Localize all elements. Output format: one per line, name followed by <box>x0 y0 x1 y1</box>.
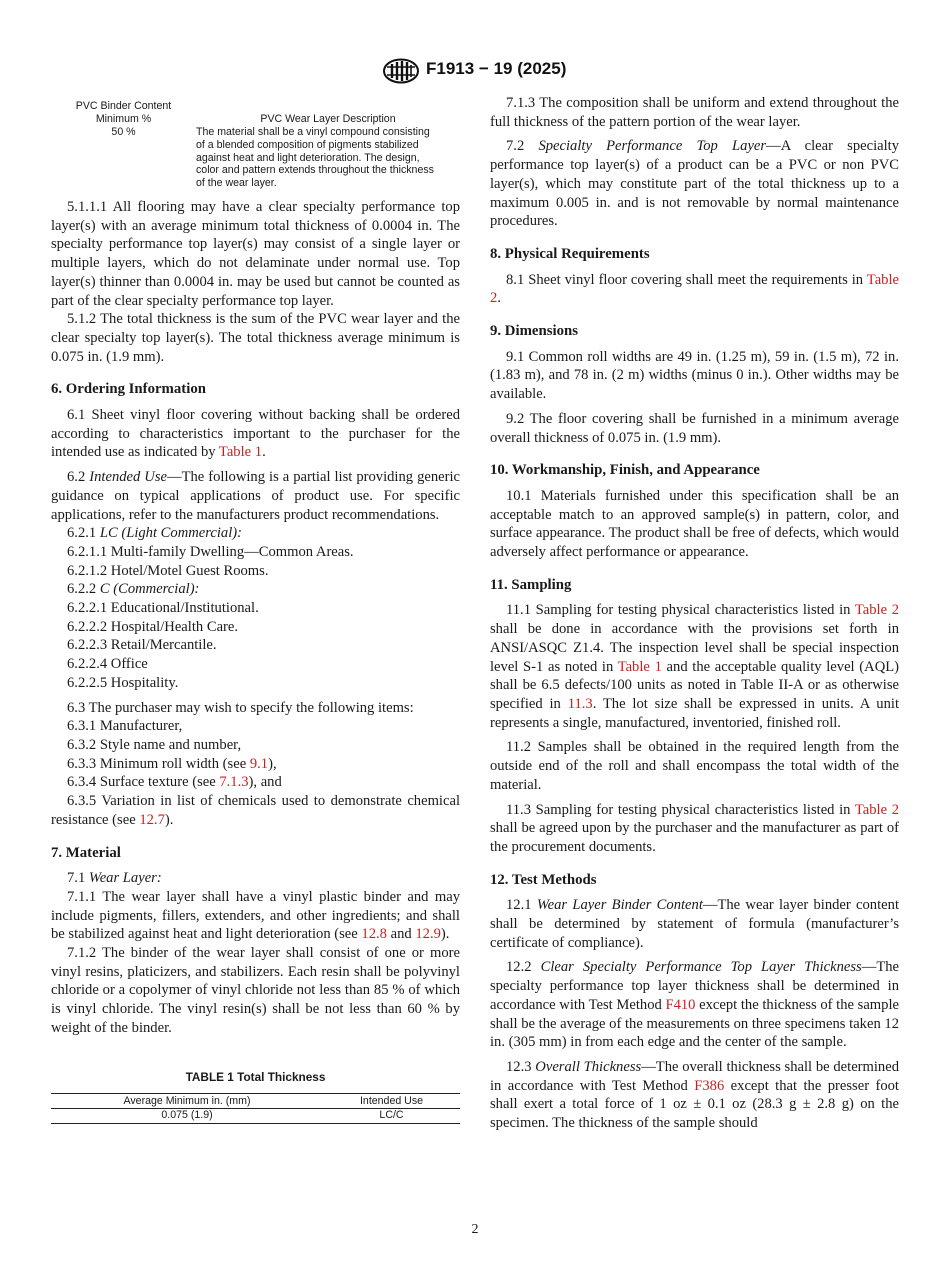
para-6-2-2-4: 6.2.2.4 Office <box>67 656 148 673</box>
table-1-header-cell: Average Minimum in. (mm) <box>123 1095 251 1108</box>
description-line: The material shall be a vinyl compound consisting <box>196 126 430 138</box>
para-7-1-1: 7.1.1 The wear layer shall have a vinyl plastic binder and may include pigments, fillers, extenders, and other ingredients; and shall be stabilized against heat and light deterioration (see 12.8 and 12.9). <box>51 888 460 943</box>
para-6-3-1: 6.3.1 Manufacturer, <box>67 718 183 735</box>
binder-content-column <box>51 100 196 138</box>
para-11-2: 11.2 Samples shall be obtained in the required length from the outside end of the roll and shall encompass the total width of the material. <box>490 739 899 793</box>
description-header: PVC Wear Layer Description <box>260 113 396 125</box>
para-6-3-2: 6.3.2 Style name and number, <box>67 736 242 753</box>
para-12-1: 12.1 Wear Layer Binder Content—The wear layer binder content shall be determined by statement of formula (manufacturer’s certificate of compliance). <box>490 897 899 951</box>
section-12-7-link[interactable]: 12.7 <box>139 811 165 828</box>
description-line: of a blended composition of pigments stabilized <box>196 138 419 151</box>
table-2-link[interactable]: Table 2 <box>490 271 899 307</box>
astm-logo-icon <box>381 58 421 84</box>
para-5-1-1-1: 5.1.1.1 All flooring may have a clear specialty performance top layer(s) with an average minimum total thickness of 0.0004 in. The specialty performance top layer(s) may consist of a single layer or multiple layers, which do not delaminate under normal use. Top layer(s) thinner than 0.0004 in. may be used but cannot be counted as part of the clear specialty performance top layer. <box>51 199 460 309</box>
para-10-1: 10.1 Materials furnished under this specification shall be an acceptable match to an approved sample(s) in pattern, color, and surface appearance. The product shall be free of defects, which would adversely affect performance or appearance. <box>490 487 899 561</box>
para-8-1: 8.1 Sheet vinyl floor covering shall meet the requirements in Table 2. <box>490 271 899 307</box>
para-6-3: 6.3 The purchaser may wish to specify the following items: <box>67 699 414 716</box>
table-row <box>51 1109 460 1124</box>
para-6-3-5: 6.3.5 Variation in list of chemicals used to demonstrate chemical resistance (see 12.7). <box>51 793 460 828</box>
table-1-cell: LC/C <box>379 1109 404 1122</box>
table-2-link[interactable]: Table 2 <box>854 801 900 818</box>
table-1-cell: 0.075 (1.9) <box>161 1109 213 1122</box>
para-6-2-2-2: 6.2.2.2 Hospital/Health Care. <box>67 618 239 635</box>
para-9-1: 9.1 Common roll widths are 49 in. (1.25 m), 59 in. (1.5 m), 72 in. (1.83 m), and 78 in. (2 m) widths (minus 0 in.). Other widths may be available. <box>490 348 899 403</box>
section-6-heading: 6. Ordering Information <box>51 381 206 398</box>
section-8-heading: 8. Physical Requirements <box>490 245 650 262</box>
para-6-2-1-2: 6.2.1.2 Hotel/Motel Guest Rooms. <box>67 562 269 579</box>
para-9-2: 9.2 The floor covering shall be furnished in a minimum average overall thickness of 0.075 in. (1.9 mm). <box>490 410 899 446</box>
para-12-2: 12.2 Clear Specialty Performance Top Layer Thickness—The specialty performance top layer thickness shall be determined in accordance with Test Method F410 except the thickness of the sample shall be the average of the measurements on three specimens taken 12 in. (305 mm) in from each edge and the center of the sample. <box>490 959 900 1051</box>
para-6-3-3: 6.3.3 Minimum roll width (see 9.1), <box>67 755 277 772</box>
table-2-link[interactable]: Table 2 <box>854 602 900 619</box>
description-value <box>196 126 460 190</box>
para-11-1: 11.1 Sampling for testing physical characteristics listed in Table 2 shall be done in accordance with the provisions set forth in ANSI/ASQC Z1.4. The inspection level shall be special inspection level S-1 as noted in Table 1 and the acceptable quality level (AQL) shall be 6.5 defects/100 units as noted in Table II-A or as otherwise specified in 11.3. The lot size shall be expressed in units. A unit represents a single, manufactured, inventoried, finished roll. <box>490 602 900 731</box>
section-11-heading: 11. Sampling <box>490 576 572 593</box>
table-1-caption: TABLE 1 Total Thickness <box>185 1069 326 1084</box>
table-1-link[interactable]: Table 1 <box>617 658 662 675</box>
section-11-3-link[interactable]: 11.3 <box>567 695 593 712</box>
f410-link[interactable]: F410 <box>665 996 696 1013</box>
para-7-1: 7.1 Wear Layer: <box>67 870 162 887</box>
table-1-link[interactable]: Table 1 <box>218 444 263 461</box>
para-7-1-3: 7.1.3 The composition shall be uniform and extend throughout the full thickness of the pattern portion of the wear layer. <box>490 95 899 130</box>
table-1-header-cell: Intended Use <box>359 1095 424 1108</box>
para-6-2-1: 6.2.1 LC (Light Commercial): <box>67 525 242 542</box>
description-line: of the wear layer. <box>196 177 277 190</box>
f386-link[interactable]: F386 <box>694 1077 725 1094</box>
para-6-3-4: 6.3.4 Surface texture (see 7.1.3), and <box>67 774 282 791</box>
left-column <box>51 94 460 1124</box>
para-7-1-2: 7.1.2 The binder of the wear layer shall consist of one or more vinyl resins, platicizers, and stabilizers. Each resin shall be polyvinyl chloride or a copolymer of vinyl chloride not less than 85 % of which is vinyl chloride. The vinyl resin(s) shall be not less than 60 % by weight of the binder. <box>51 945 460 1036</box>
section-7-1-3-link[interactable]: 7.1.3 <box>219 774 249 791</box>
para-6-2: 6.2 Intended Use—The following is a partial list providing generic guidance on typical applications of product use. For specific applications, refer to the manufacturers product recommendations. <box>51 469 461 523</box>
section-12-9-link[interactable]: 12.9 <box>415 926 441 943</box>
binder-header-line-2: Minimum % <box>95 112 152 125</box>
table-1 <box>51 1068 460 1125</box>
para-11-3: 11.3 Sampling for testing physical characteristics listed in Table 2 shall be agreed upon by the purchaser and the manufacturer as part of the procurement documents. <box>490 801 900 855</box>
section-10-heading: 10. Workmanship, Finish, and Appearance <box>490 462 760 479</box>
wear-layer-spec-table <box>51 94 460 198</box>
binder-header-line-1: PVC Binder Content <box>75 100 172 112</box>
page-header <box>0 58 950 84</box>
right-column <box>490 94 899 1133</box>
binder-value: 50 % <box>111 125 136 138</box>
para-7-2: 7.2 Specialty Performance Top Layer—A clear specialty performance top layer(s) of a product can be a PVC or non PVC layer(s), which may constitute part of the total thickness up to a maximum 0.005 in. and is not removable by normal maintenance procedures. <box>490 138 900 230</box>
para-6-2-2: 6.2.2 C (Commercial): <box>67 581 200 598</box>
para-12-3: 12.3 Overall Thickness—The overall thickness shall be determined in accordance with Test Method F386 except that the presser foot shall exert a total force of 1 oz ± 0.1 oz (28.3 g ± 2.8 g) on the specimen. The thickness of the sample should <box>490 1058 900 1132</box>
section-9-heading: 9. Dimensions <box>490 323 578 340</box>
page-number: 2 <box>471 1222 479 1237</box>
standard-designation: F1913 − 19 (2025) <box>426 59 567 78</box>
para-5-1-2: 5.1.2 The total thickness is the sum of the PVC wear layer and the clear specialty top layer(s). The total thickness average minimum is 0.075 in. (1.9 mm). <box>51 311 460 365</box>
section-7-heading: 7. Material <box>51 844 121 861</box>
para-6-2-1-1: 6.2.1.1 Multi-family Dwelling—Common Areas. <box>67 543 354 560</box>
description-line: color and pattern extends throughout the thickness <box>196 164 434 177</box>
section-12-8-link[interactable]: 12.8 <box>361 926 387 943</box>
para-6-2-2-3: 6.2.2.3 Retail/Mercantile. <box>67 637 217 654</box>
section-12-heading: 12. Test Methods <box>490 871 597 888</box>
para-6-2-2-1: 6.2.2.1 Educational/Institutional. <box>67 600 259 617</box>
section-9-1-link[interactable]: 9.1 <box>249 755 269 772</box>
para-6-2-2-5: 6.2.2.5 Hospitality. <box>67 674 179 691</box>
description-line: against heat and light deterioration. The design, <box>196 151 420 164</box>
table-1-header-row <box>51 1093 460 1109</box>
para-6-1: 6.1 Sheet vinyl floor covering without backing shall be ordered according to characteristics important to the purchaser for the intended use as indicated by Table 1. <box>51 407 460 461</box>
